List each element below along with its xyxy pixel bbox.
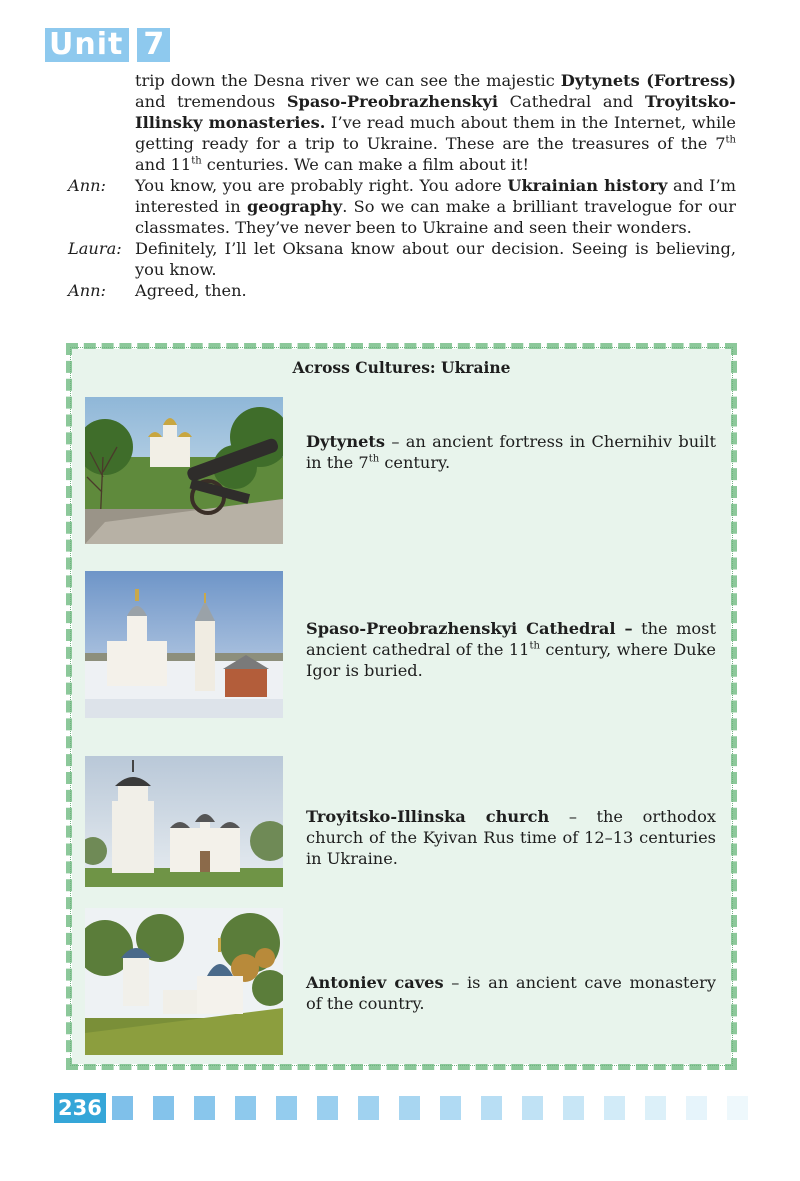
decorative-square <box>276 1096 297 1120</box>
decorative-square <box>317 1096 338 1120</box>
caves-photo <box>85 908 283 1055</box>
decorative-square <box>235 1096 256 1120</box>
text-run: th <box>191 155 202 167</box>
text-run: – an ancient fortress in Chernihiv built in the 7 <box>306 432 716 472</box>
text-run: and tremendous <box>135 92 287 111</box>
text-run: th <box>368 453 380 465</box>
text-run: trip down the Desna river we can see the majestic <box>135 71 561 90</box>
speech <box>135 280 736 301</box>
decorative-square <box>112 1096 133 1120</box>
unit-label: Unit <box>45 28 129 62</box>
speech <box>135 175 736 238</box>
cathedral-photo <box>85 571 283 718</box>
caves-description <box>306 972 716 1014</box>
speaker: Laura: <box>68 239 122 258</box>
dytynets-description <box>306 431 716 473</box>
bold-term: Antoniev caves <box>306 973 444 992</box>
bold-term: Spaso-Preobrazhenskyi Cathedral – <box>306 619 633 638</box>
church-description <box>306 806 716 869</box>
page-footer <box>54 1093 106 1123</box>
decorative-square <box>440 1096 461 1120</box>
speaker: Ann: <box>68 281 106 300</box>
decorative-square <box>358 1096 379 1120</box>
decorative-square <box>194 1096 215 1120</box>
dialogue-line <box>68 175 736 238</box>
dialogue-line <box>68 238 736 280</box>
decorative-square <box>727 1096 748 1120</box>
speaker: Ann: <box>68 176 106 195</box>
dialogue-line <box>68 280 736 301</box>
text-run: – is an ancient cave monastery of the country. <box>306 973 716 1013</box>
text-run: Cathedral and <box>498 92 645 111</box>
bold-term: Spaso-Preobrazhenskyi <box>286 92 498 111</box>
unit-number: 7 <box>137 28 170 62</box>
culture-box-title: Across Cultures: Ukraine <box>292 358 511 377</box>
text-run: I’ve read much about them in the Internet, while getting ready for a trip to Ukraine. These are the treasures of the 7 <box>135 113 736 153</box>
text-run: century, where Duke Igor is buried. <box>306 640 716 680</box>
decorative-square <box>604 1096 625 1120</box>
text-run: – the orthodox church of the Kyivan Rus time of 12–13 centuries in Ukraine. <box>306 807 716 868</box>
bold-term: Troyitsko-Illinska church <box>306 807 550 826</box>
bold-term: geography <box>246 197 343 216</box>
text-run: and I’m interested in <box>135 176 736 216</box>
dialogue <box>68 70 736 301</box>
text-run: the most ancient cathedral of the 11 <box>306 619 716 659</box>
text-run: Agreed, then. <box>135 281 247 300</box>
text-run: century. <box>379 453 451 472</box>
text-run: . So we can make a brilliant travelogue for our classmates. They’ve never been to Ukraine and seen their wonders. <box>135 197 737 237</box>
speech <box>135 238 736 280</box>
unit-header <box>45 28 170 62</box>
decorative-square <box>481 1096 502 1120</box>
text-run: You know, you are probably right. You adore <box>135 176 508 195</box>
page-decoration <box>112 1096 768 1120</box>
dialogue-opening <box>68 70 736 175</box>
decorative-square <box>563 1096 584 1120</box>
decorative-square <box>522 1096 543 1120</box>
text-run: th <box>529 640 540 652</box>
decorative-square <box>399 1096 420 1120</box>
church-photo <box>85 756 283 887</box>
decorative-square <box>153 1096 174 1120</box>
decorative-square <box>686 1096 707 1120</box>
bold-term: Ukrainian history <box>507 176 668 195</box>
page-number: 236 <box>54 1093 106 1123</box>
cathedral-description <box>306 618 716 681</box>
bold-term: Dytynets (Fortress) <box>560 71 736 90</box>
decorative-square <box>645 1096 666 1120</box>
bold-term: Troyitsko-Illinsky monasteries. <box>135 92 737 132</box>
text-run: centuries. We can make a film about it! <box>201 155 530 174</box>
text-run: th <box>725 134 736 146</box>
dytynets-photo <box>85 397 283 544</box>
text-run: and 11 <box>135 155 192 174</box>
text-run: Definitely, I’ll let Oksana know about our decision. Seeing is believing, you know. <box>135 239 736 279</box>
dialogue-lines <box>68 175 736 301</box>
bold-term: Dytynets <box>306 432 385 451</box>
